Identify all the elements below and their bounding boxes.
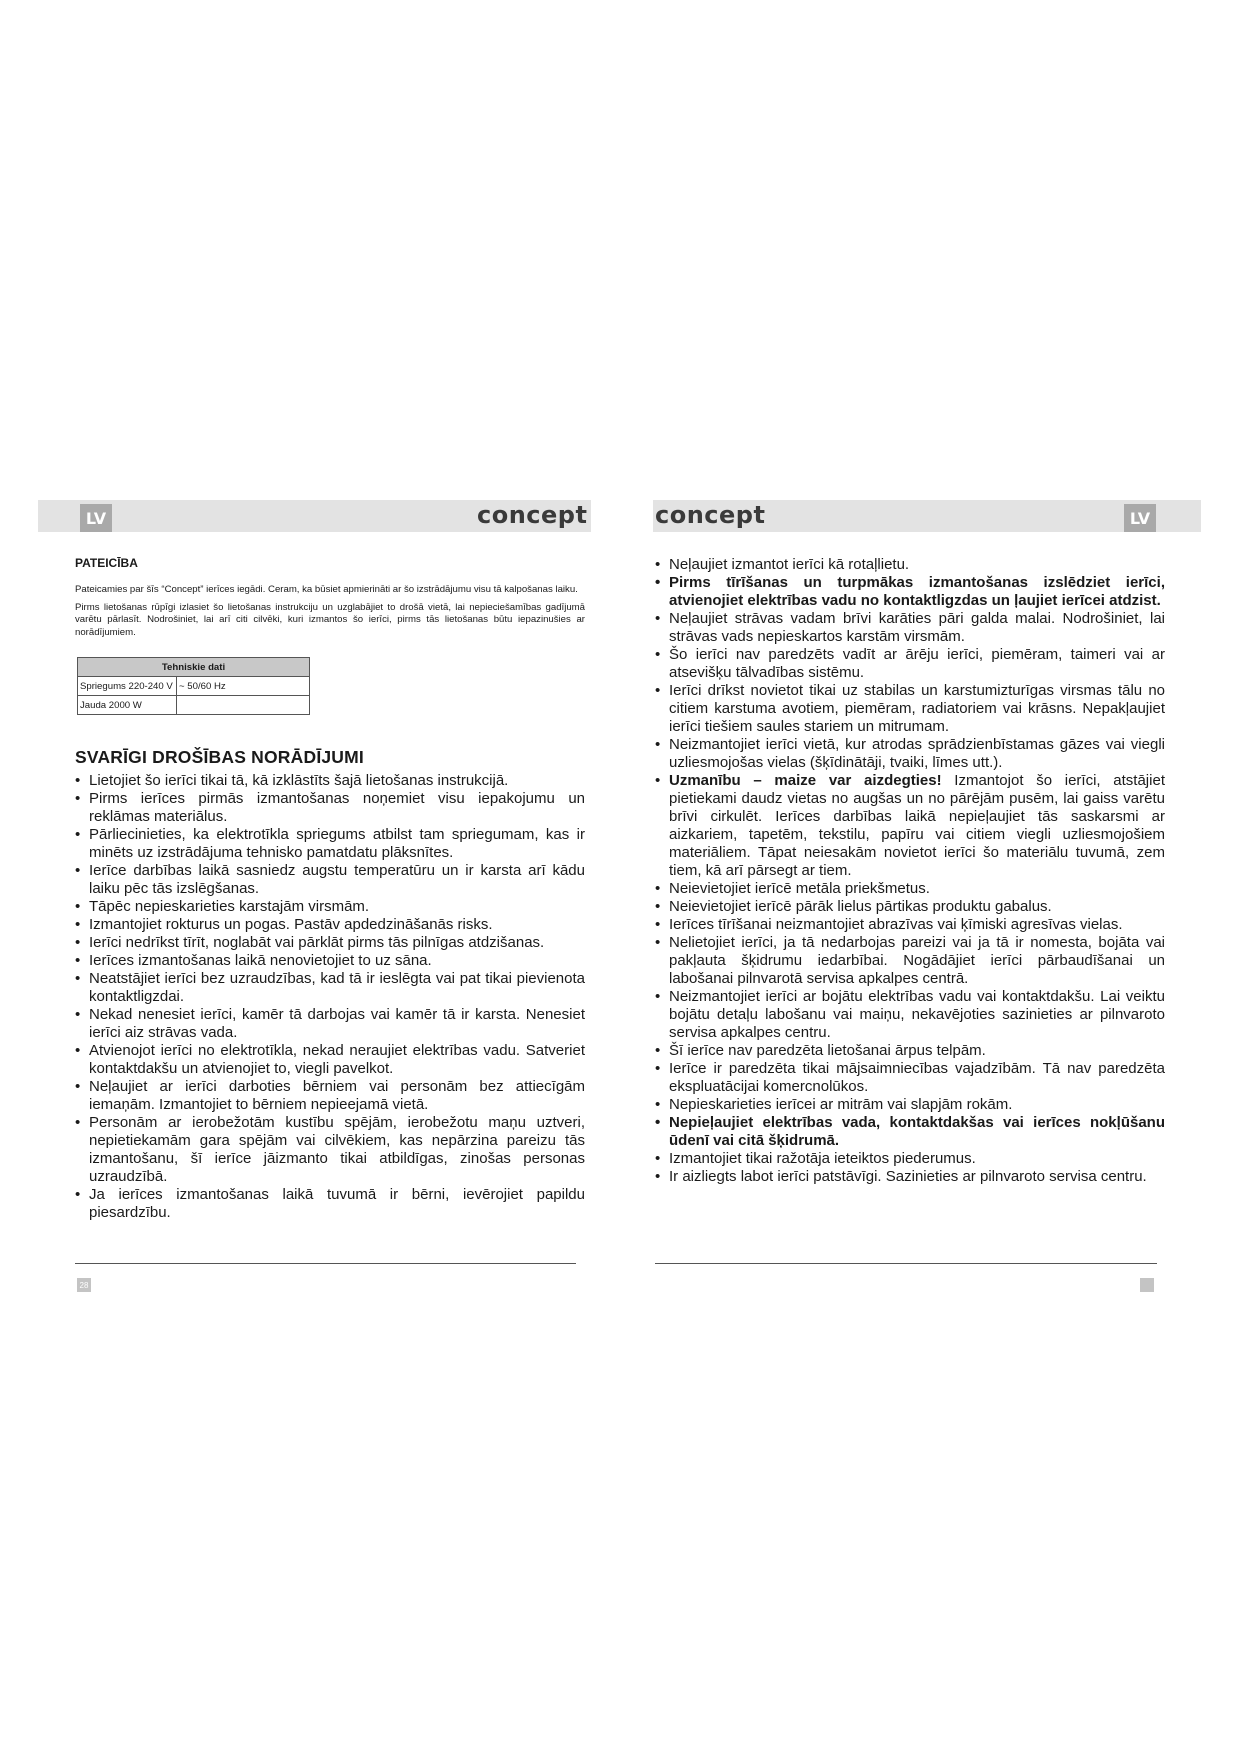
list-item: • Neievietojiet ierīcē metāla priekšmetus. — [655, 880, 1165, 898]
spec-table — [77, 657, 310, 715]
list-item: • Ierīce ir paredzēta tikai mājsaimniecības vajadzībām. Tā nav paredzēta ekspluatācijai komercnolūkos. — [655, 1060, 1165, 1096]
footer-rule-left — [75, 1263, 576, 1264]
list-item: • Personām ar ierobežotām kustību spējām, ierobežotu maņu uztveri, nepietiekamām gara spējām vai cilvēkiem, kas nepārzina pareizu tās izmantošanu, šī ierīce jāizmanto tikai atbildīgas, zinošas personas uzraudzībā. — [75, 1114, 585, 1186]
list-item-warning: • Nepieļaujiet elektrības vada, kontaktdakšas vai ierīces nokļūšanu ūdenī vai citā šķidrumā. — [655, 1114, 1165, 1150]
list-item: • Pārliecinieties, ka elektrotīkla spriegums atbilst tam spriegumam, kas ir minēts uz izstrādājuma tehnisko pamatdatu plāksnītes. — [75, 826, 585, 862]
fire-warning-lead: Uzmanību – maize var aizdegties! — [669, 772, 942, 789]
spec-voltage-label: Spriegums 220-240 V — [78, 677, 177, 696]
thanks-paragraph: Pateicamies par šīs “Concept” ierīces iegādi. Ceram, ka būsiet apmierināti ar šo izstrādājumu visu tā kalpošanas laiku. — [75, 584, 578, 595]
list-item: • Nepieskarieties ierīcei ar mitrām vai slapjām rokām. — [655, 1096, 1165, 1114]
instructions-paragraph: Pirms lietošanas rūpīgi izlasiet šo lietošanas instrukciju un uzglabājiet to drošā vietā, lai nepieciešamības gadījumā varētu pārlasīt. Nodrošiniet, lai arī citi cilvēki, kuri izmantos šo ierīci, pirms tās lietošanas būtu iepazinušies ar norādījumiem. — [75, 601, 585, 638]
page-number-left: 28 — [77, 1278, 91, 1292]
list-item: • Neļaujiet ar ierīci darboties bērniem vai personām bez attiecīgām iemaņām. Izmantojiet to bērniem nepieejamā vietā. — [75, 1078, 585, 1114]
list-item: • Ja ierīces izmantošanas laikā tuvumā ir bērni, ievērojiet papildu piesardzību. — [75, 1186, 585, 1222]
thanks-title: PATEICĪBA — [75, 556, 138, 570]
list-item: • Ierīci drīkst novietot tikai uz stabilas un karstumizturīgas virsmas tālu no citiem karstuma avotiem, piemēram, radiatoriem vai krāsns. Nepakļaujiet ierīci tiešiem saules stariem un mitrumam. — [655, 682, 1165, 736]
list-item: • Ierīces izmantošanas laikā nenovietojiet to uz sāna. — [75, 952, 585, 970]
list-item: • Ierīci nedrīkst tīrīt, noglabāt vai pārklāt pirms tās pilnīgas atdzišanas. — [75, 934, 585, 952]
list-item-warning: • Pirms tīrīšanas un turpmākas izmantošanas izslēdziet ierīci, atvienojiet elektrības vadu no kontaktligzdas un ļaujiet ierīcei atdzist. — [655, 574, 1165, 610]
list-item: • Nekad nenesiet ierīci, kamēr tā darbojas vai kamēr tā ir karsta. Nenesiet ierīci aiz strāvas vada. — [75, 1006, 585, 1042]
list-item: • Neizmantojiet ierīci ar bojātu elektrības vadu vai kontaktdakšu. Lai veiktu bojātu detaļu labošanu vai maiņu, nekavējoties sazinieties ar pilnvaroto servisa apkalpes centru. — [655, 988, 1165, 1042]
list-item: • Ierīce darbības laikā sasniedz augstu temperatūru un ir karsta arī kādu laiku pēc tās izslēgšanas. — [75, 862, 585, 898]
fire-warning-text: Izmantojot šo ierīci, atstājiet pietiekami daudz vietas no augšas un no pārējām pusēm, lai gaiss varētu brīvi cirkulēt. Ierīces darbības laikā nepieļaujiet tās saskarsmi ar aizkariem, tapetēm, tekstilu, papīru vai citiem viegli uzliesmojošiem materiāliem. Tāpat neiesakām novietot ierīci šo materiālu tuvumā, zem tiem, kā arī pārsegt ar tiem. — [669, 772, 1165, 879]
spec-table-title: Tehniskie dati — [78, 658, 310, 677]
list-item: • Šo ierīci nav paredzēts vadīt ar ārēju ierīci, piemēram, taimeri vai ar atsevišķu tālvadības sistēmu. — [655, 646, 1165, 682]
right-page — [655, 556, 1165, 1186]
brand-logo-right: concept — [655, 501, 766, 529]
list-item-fire-warning — [655, 772, 1165, 880]
spec-power-value — [177, 696, 310, 715]
list-item: • Neļaujiet izmantot ierīci kā rotaļlietu. — [655, 556, 1165, 574]
spec-voltage-value: ~ 50/60 Hz — [177, 677, 310, 696]
list-item: • Izmantojiet tikai ražotāja ieteiktos piederumus. — [655, 1150, 1165, 1168]
list-item: • Tāpēc nepieskarieties karstajām virsmām. — [75, 898, 585, 916]
safety-list-left — [75, 772, 585, 1222]
list-item: • Ir aizliegts labot ierīci patstāvīgi. Sazinieties ar pilnvaroto servisa centru. — [655, 1168, 1165, 1186]
language-badge-right: LV — [1124, 504, 1156, 532]
language-badge-left: LV — [80, 504, 112, 532]
list-item: • Ierīces tīrīšanai neizmantojiet abrazīvas vai ķīmiski agresīvas vielas. — [655, 916, 1165, 934]
safety-title: SVARĪGI DROŠĪBAS NORĀDĪJUMI — [75, 747, 364, 768]
list-item: • Izmantojiet rokturus un pogas. Pastāv apdedzināšanās risks. — [75, 916, 585, 934]
list-item: • Lietojiet šo ierīci tikai tā, kā izklāstīts šajā lietošanas instrukcijā. — [75, 772, 585, 790]
list-item: • Neizmantojiet ierīci vietā, kur atrodas sprādzienbīstamas gāzes vai viegli uzliesmojošas vielas (šķīdinātāji, tvaiki, līmes utt.). — [655, 736, 1165, 772]
list-item: • Neļaujiet strāvas vadam brīvi karāties pāri galda malai. Nodrošiniet, lai strāvas vads nepieskartos karstām virsmām. — [655, 610, 1165, 646]
list-item: • Pirms ierīces pirmās izmantošanas noņemiet visu iepakojumu un reklāmas materiālus. — [75, 790, 585, 826]
brand-logo-left: concept — [477, 501, 588, 529]
list-item: • Neievietojiet ierīcē pārāk lielus pārtikas produktu gabalus. — [655, 898, 1165, 916]
list-item: • Šī ierīce nav paredzēta lietošanai ārpus telpām. — [655, 1042, 1165, 1060]
list-item: • Neatstājiet ierīci bez uzraudzības, kad tā ir ieslēgta vai pat tikai pievienota kontaktligzdai. — [75, 970, 585, 1006]
list-item: • Atvienojot ierīci no elektrotīkla, nekad neraujiet elektrības vadu. Satveriet kontaktdakšu un atvienojiet to, viegli pavelkot. — [75, 1042, 585, 1078]
left-page — [75, 556, 585, 1222]
footer-rule-right — [655, 1263, 1157, 1264]
list-item: • Nelietojiet ierīci, ja tā nedarbojas pareizi vai ja tā ir nomesta, bojāta vai pakļauta šķidrumu iedarbībai. Nogādājiet ierīci pārbaudīšanai un labošanai pilnvarotā servisa apkalpes centrā. — [655, 934, 1165, 988]
page-number-right — [1140, 1278, 1154, 1292]
safety-list-right — [655, 556, 1165, 1186]
spec-power-label: Jauda 2000 W — [78, 696, 177, 715]
